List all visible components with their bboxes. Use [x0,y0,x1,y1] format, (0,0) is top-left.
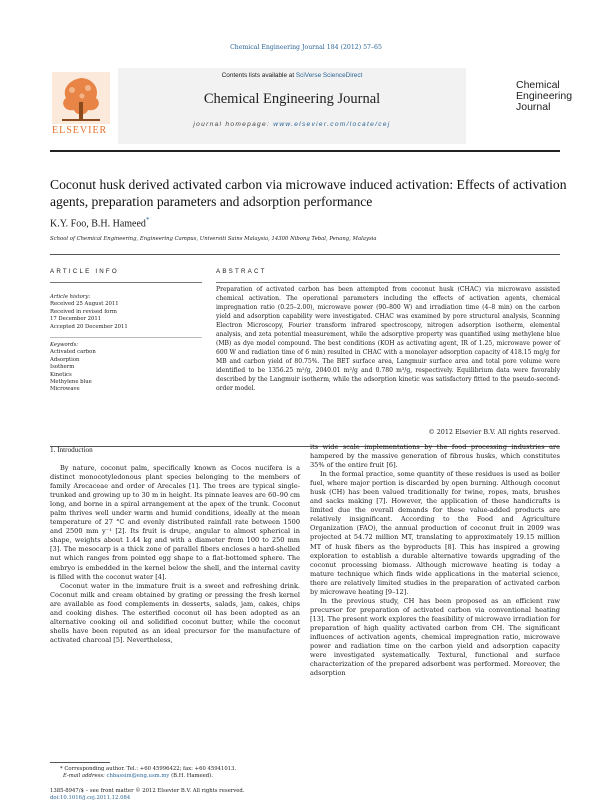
email-link[interactable]: chbassim@eng.usm.my [106,773,170,780]
contents-prefix: Contents lists available at [221,72,296,79]
keyword-item: Microwave [50,386,80,393]
publisher-name: ELSEVIER [52,125,108,136]
homepage-prefix: journal homepage: [193,121,274,128]
abstract-heading: ABSTRACT [216,268,267,275]
email-line [50,773,300,780]
intro-right-column [310,443,560,678]
issn-block [50,788,350,803]
email-label: E-mail address: [63,773,107,780]
intro-left-column [50,464,300,645]
corresponding-author-note: * Corresponding author. Tel.: +60 45996422; fax: +60 45941013. [60,766,237,772]
issn-line: 1385-8947/$ – see front matter © 2012 Elsevier B.V. All rights reserved. [50,788,245,794]
abstract-text: Preparation of activated carbon has been attempted from coconut husk (CHAC) via microwave assisted chemical activation. The operational parameters including the effects of activation agents, chemical impregnation ratio (0.25–2.00), microwave power (90–800 W) and irradiation time (4–8 min) on the carbon yield and adsorption capability were investigated. CHAC was examined by pore structural analysis, Scanning Electron Microscopy, Fourier transform infrared spectroscopy, nitrogen adsorption isotherm, elemental analysis, and zeta potential measurement, while the adsorptive property was quantified using methylene blue (MB) as dye model compound. The best conditions (KOH as activating agent, IR of 1.25, microwave power of 600 W and radiation time of 6 min) resulted in CHAC with a monolayer adsorption capacity of 418.15 mg/g for MB and carbon yield of 80.75%. The BET surface area, Langmuir surface area and total pore volume were identified to be 1356.25 m²/g, 2040.01 m²/g and 0.780 m³/g, respectively. Equilibrium data were favorably described by the Langmuir isotherm, while the adsorption kinetic was satisfactory fitted to the pseudo-second-order model. [216,286,560,392]
authors: K.Y. Foo, B.H. Hameed [50,218,146,230]
contents-line [118,72,466,79]
email-suffix: (B.H. Hameed). [169,773,213,780]
sciencedirect-link[interactable]: SciVerse ScienceDirect [295,72,363,79]
homepage-line [118,121,466,128]
footnote-rule [50,762,110,763]
history-label: Article history: [50,294,91,300]
history-revised-date: 17 December 2011 [50,316,102,323]
doi-link[interactable]: doi:10.1016/j.cej.2011.12.084 [50,795,131,802]
elsevier-logo [52,72,110,134]
journal-header [50,68,573,146]
article-info-rule [50,282,202,283]
corresponding-author-mark[interactable]: * [145,216,150,224]
keyword-item: Isotherm [50,364,75,371]
brand-line-2: Engineering [516,90,573,102]
journal-brand [516,79,573,113]
intro-heading: 1. Introduction [50,446,93,454]
keywords-rule [50,337,202,338]
article-history [50,294,202,331]
history-received: Received 25 August 2011 [50,301,119,308]
abstract-copyright: © 2012 Elsevier B.V. All rights reserved. [428,428,560,436]
brand-line-1: Chemical [516,79,560,91]
footnote [50,766,300,781]
intro-paragraph-5: In the previous study, CH has been proposed as an efficient raw precursor for preparation of activated carbon via conventional heating [13]. The present work explores the feasibility of microwave irradiation for preparation of high quality activated carbon from CH. The significant influences of activation agents, chemical impregnation ratio, microwave power and radiation time on the carbon yield and adsorption capacity were investigated systematically. Textural, functional and surface characterization of the prepared adsorbent was performed. Moreover, the adsorption [310,596,560,678]
header-rule [50,150,560,152]
affiliation-rule [50,254,560,255]
journal-title: Chemical Engineering Journal [203,91,381,107]
keywords-block [50,342,202,394]
keyword-item: Kinetics [50,371,72,378]
brand-line-3: Journal [516,101,551,113]
intro-paragraph-4: In the formal practice, some quantity of these residues is used as boiler fuel, where major portion is discarded by open burning. Although coconut husk (CH) has been valued traditionally for twine, ropes, mats, brushes and sacks making [7]. However, the application of these handicrafts is limited due the overall demands for these value-added products are relatively insignificant. According to the Food and Agriculture Organization (FAO), the annual production of coconut fruit in 2009 was projected at 54.72 million MT, translating to approximately 19.15 million MT of husk fibers as the byproducts [8]. This has inspired a growing exploration to establish a durable alternative towards upgrading of the coconut processing biomass. Although microwave heating is today a mature technique which finds wide applications in the material science, there are relatively limited studies in the preparation of activated carbon by microwave heating [9–12]. [310,470,560,596]
intro-paragraph-1: By nature, coconut palm, specifically known as Cocos nucifera is a distinct monocotyledonous plant species belonging to the members of family Arecaceae and order of Arecales [1]. The trees are typical single-trunked and growing up to 30 m in height. Its pinnate leaves are 60–90 cm long, and borne in a spiral arrangement at the apex of the trunk. Coconut palm thrives well under warm and humid conditions, ideally at the mean temperature of 27 °C and evenly distributed rainfall rate between 1500 and 2500 mm y⁻¹ [2]. Its fruit is drupe, angular to almost spherical in shape, weights about 1.44 kg and with a diameter from 100 to 250 mm [3]. The mesocarp is a thick zone of parallel fibers encloses a hard-shelled nut which ranges from pointed egg shape to a flat-bottomed sphere. The embryo is embedded in the kernel below the shell, and the internal cavity is filled with the coconut water [4]. [50,464,300,581]
history-accepted: Accepted 20 December 2011 [50,323,128,330]
affiliation: School of Chemical Engineering, Engineering Campus, Universiti Sains Malaysia, 14300 Nibong Tebal, Penang, Malaysia [50,236,377,242]
header-center-panel [118,68,466,144]
elsevier-tree-icon [52,72,110,124]
homepage-link[interactable]: www.elsevier.com/locate/cej [273,121,391,128]
keywords-label: Keywords: [50,342,79,348]
keyword-item: Activated carbon [50,349,96,356]
intro-paragraph-3: its wide scale implementations by the food processing industries are hampered by the massive generation of fibrous husks, which constitutes 35% of the entire fruit [6]. [310,443,560,470]
keyword-item: Adsorption [50,356,80,363]
history-revised-label: Received in revised form [50,308,117,315]
article-title: Coconut husk derived activated carbon via microwave induced activation: Effects of activation agents, preparation parameters and adsorption performance [50,177,567,209]
intro-paragraph-2: Coconut water in the immature fruit is a sweet and refreshing drink. Coconut milk and cream obtained by grating or pressing the fresh kernel are available as food complements in desserts, salads, jam, cakes, chips and cooking dishes. The esterified coconut oil has been adopted as an alternative cooking oil and solidified coconut butter, while the coconut shells have been reputed as an ideal precursor for the manufacture of activated charcoal [5]. Nevertheless, [50,581,300,644]
abstract-rule [216,282,560,283]
keyword-item: Methylene blue [50,379,92,386]
journal-reference[interactable]: Chemical Engineering Journal 184 (2012) 57–65 [230,44,382,51]
authors-line [50,216,149,229]
article-info-heading: ARTICLE INFO [50,268,119,275]
